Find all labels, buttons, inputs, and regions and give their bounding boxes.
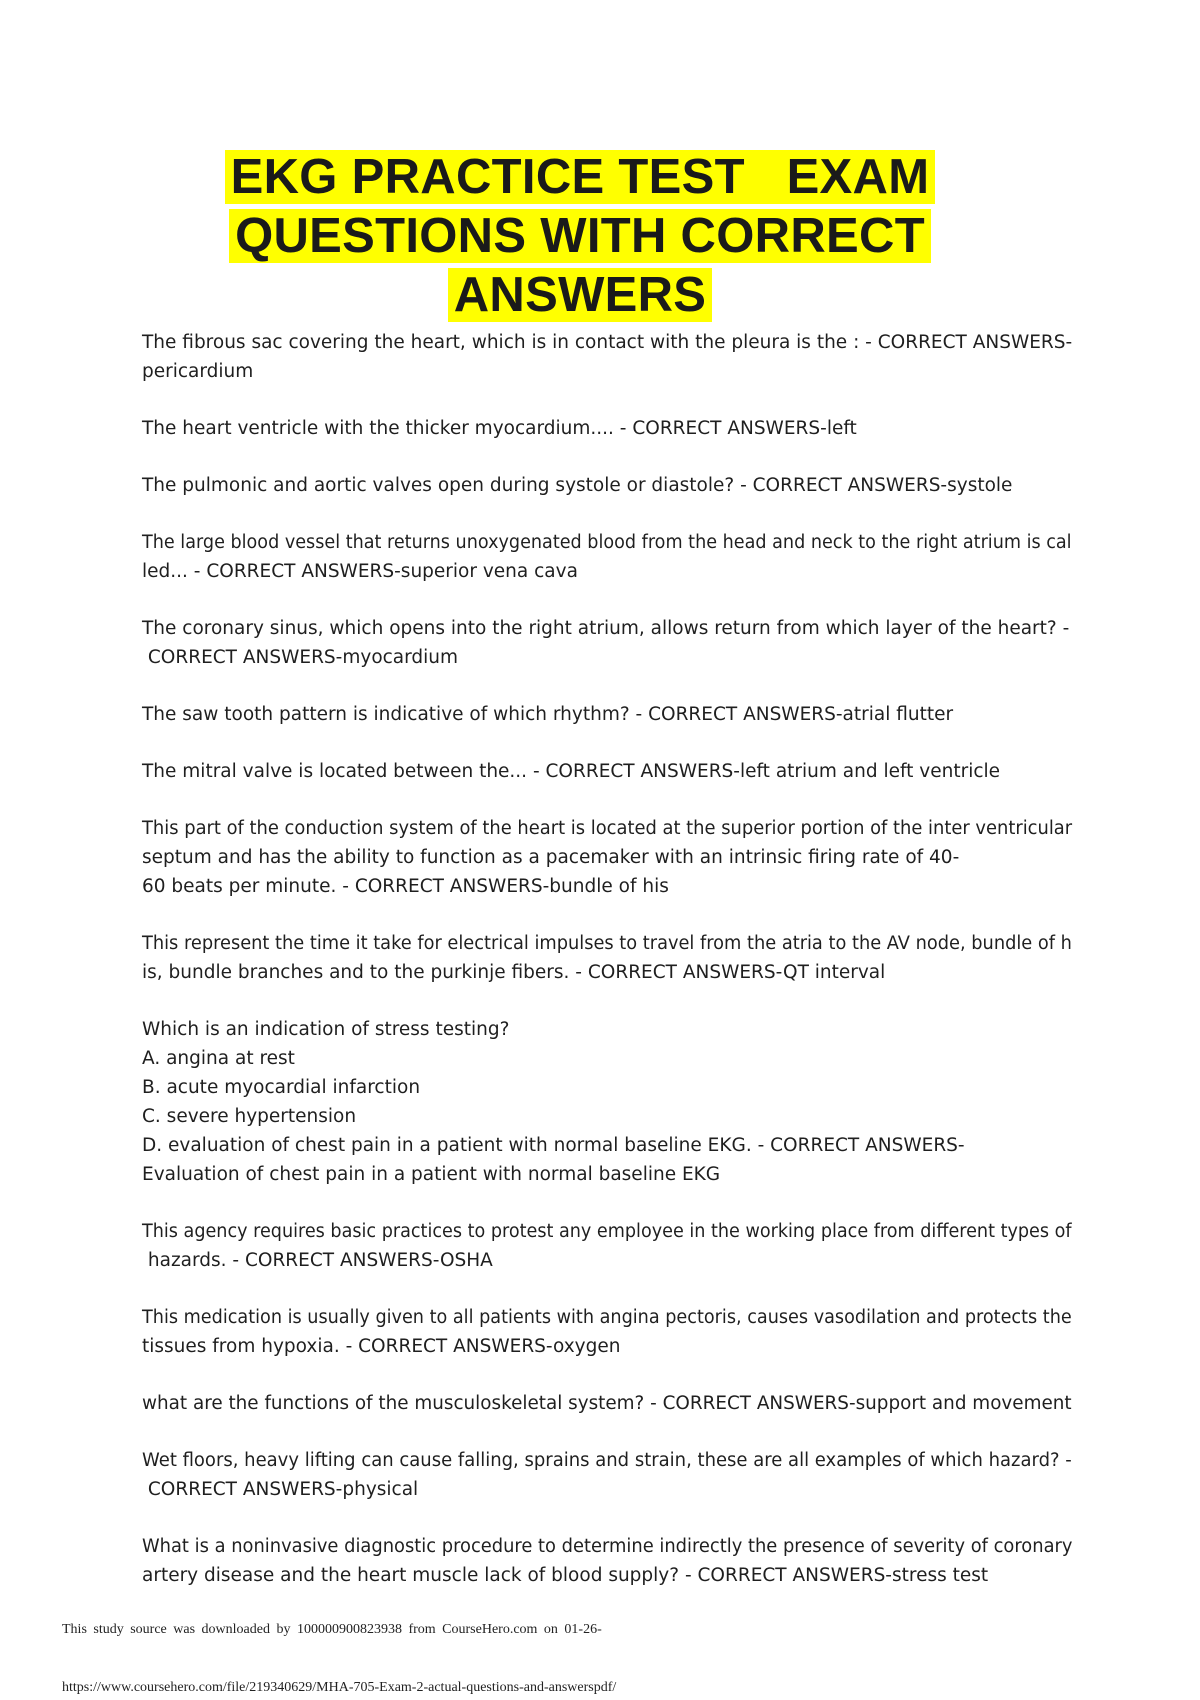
qa-line: CORRECT ANSWERS-myocardium xyxy=(142,647,459,668)
qa-line: what are the functions of the musculoskeletal system? - CORRECT ANSWERS-support and movement xyxy=(142,1393,1072,1414)
qa-item xyxy=(142,757,1072,786)
qa-line: led... - CORRECT ANSWERS-superior vena cava xyxy=(142,561,578,582)
qa-item xyxy=(142,1446,1072,1504)
qa-line: D. evaluation of chest pain in a patient with normal baseline EKG. - CORRECT ANSWERS- xyxy=(142,1135,965,1156)
qa-line: septum and has the ability to function as a pacemaker with an intrinsic firing rate of 40- xyxy=(142,847,960,868)
qa-line: is, bundle branches and to the purkinje fibers. - CORRECT ANSWERS-QT interval xyxy=(142,962,886,983)
qa-line: What is a noninvasive diagnostic procedure to determine indirectly the presence of severity of coronary xyxy=(142,1536,1073,1557)
qa-line: tissues from hypoxia. - CORRECT ANSWERS-oxygen xyxy=(142,1336,621,1357)
qa-line: pericardium xyxy=(142,361,254,382)
qa-line: Which is an indication of stress testing? xyxy=(142,1019,510,1040)
qa-line: B. acute myocardial infarction xyxy=(142,1077,421,1098)
document-title xyxy=(0,148,1160,325)
qa-line: hazards. - CORRECT ANSWERS-OSHA xyxy=(142,1250,493,1271)
qa-item xyxy=(142,1015,1072,1189)
qa-line: Wet floors, heavy lifting can cause falling, sprains and strain, these are all examples of which hazard? - xyxy=(142,1450,1072,1471)
qa-line: CORRECT ANSWERS-physical xyxy=(142,1479,419,1500)
source-url[interactable]: https://www.coursehero.com/file/219340629/MHA-705-Exam-2-actual-questions-and-answerspdf/ xyxy=(62,1680,617,1695)
qa-item xyxy=(142,700,1072,729)
qa-line: Evaluation of chest pain in a patient with normal baseline EKG xyxy=(142,1164,721,1185)
qa-item xyxy=(142,929,1072,987)
qa-line: This part of the conduction system of the heart is located at the superior portion of the inter ventricular xyxy=(142,818,1073,839)
question-answer-list xyxy=(142,328,1072,1618)
qa-item xyxy=(142,414,1072,443)
qa-line: This agency requires basic practices to protest any employee in the working place from different types of xyxy=(142,1221,1072,1242)
qa-item xyxy=(142,1217,1072,1275)
qa-item xyxy=(142,528,1072,586)
download-source-note: This study source was downloaded by 100000900823938 from CourseHero.com on 01-26- xyxy=(62,1622,602,1637)
qa-line: C. severe hypertension xyxy=(142,1106,357,1127)
qa-line: The heart ventricle with the thicker myocardium.... - CORRECT ANSWERS-left xyxy=(142,418,857,439)
qa-item xyxy=(142,614,1072,672)
title-line-2: QUESTIONS WITH CORRECT xyxy=(229,209,931,263)
qa-line: The fibrous sac covering the heart, which is in contact with the pleura is the : - CORRECT ANSWERS- xyxy=(142,332,1073,353)
qa-line: artery disease and the heart muscle lack of blood supply? - CORRECT ANSWERS-stress test xyxy=(142,1565,989,1586)
qa-line: The pulmonic and aortic valves open during systole or diastole? - CORRECT ANSWERS-systole xyxy=(142,475,1013,496)
qa-line: This medication is usually given to all patients with angina pectoris, causes vasodilation and protects the xyxy=(142,1307,1072,1328)
qa-line: A. angina at rest xyxy=(142,1048,295,1069)
qa-item xyxy=(142,1389,1072,1418)
title-line-3: ANSWERS xyxy=(448,268,713,322)
qa-line: 60 beats per minute. - CORRECT ANSWERS-bundle of his xyxy=(142,876,669,897)
qa-item xyxy=(142,471,1072,500)
title-line-1: EKG PRACTICE TEST EXAM xyxy=(225,150,936,204)
qa-item xyxy=(142,1532,1072,1590)
qa-item xyxy=(142,1303,1072,1361)
qa-line: The large blood vessel that returns unoxygenated blood from the head and neck to the right atrium is cal xyxy=(142,532,1072,553)
qa-item xyxy=(142,328,1072,386)
qa-line: The saw tooth pattern is indicative of which rhythm? - CORRECT ANSWERS-atrial flutter xyxy=(142,704,954,725)
qa-line: The coronary sinus, which opens into the right atrium, allows return from which layer of the heart? - xyxy=(142,618,1070,639)
qa-line: This represent the time it take for electrical impulses to travel from the atria to the AV node, bundle of h xyxy=(142,933,1072,954)
qa-line: The mitral valve is located between the... - CORRECT ANSWERS-left atrium and left ventricle xyxy=(142,761,1001,782)
qa-item xyxy=(142,814,1072,901)
